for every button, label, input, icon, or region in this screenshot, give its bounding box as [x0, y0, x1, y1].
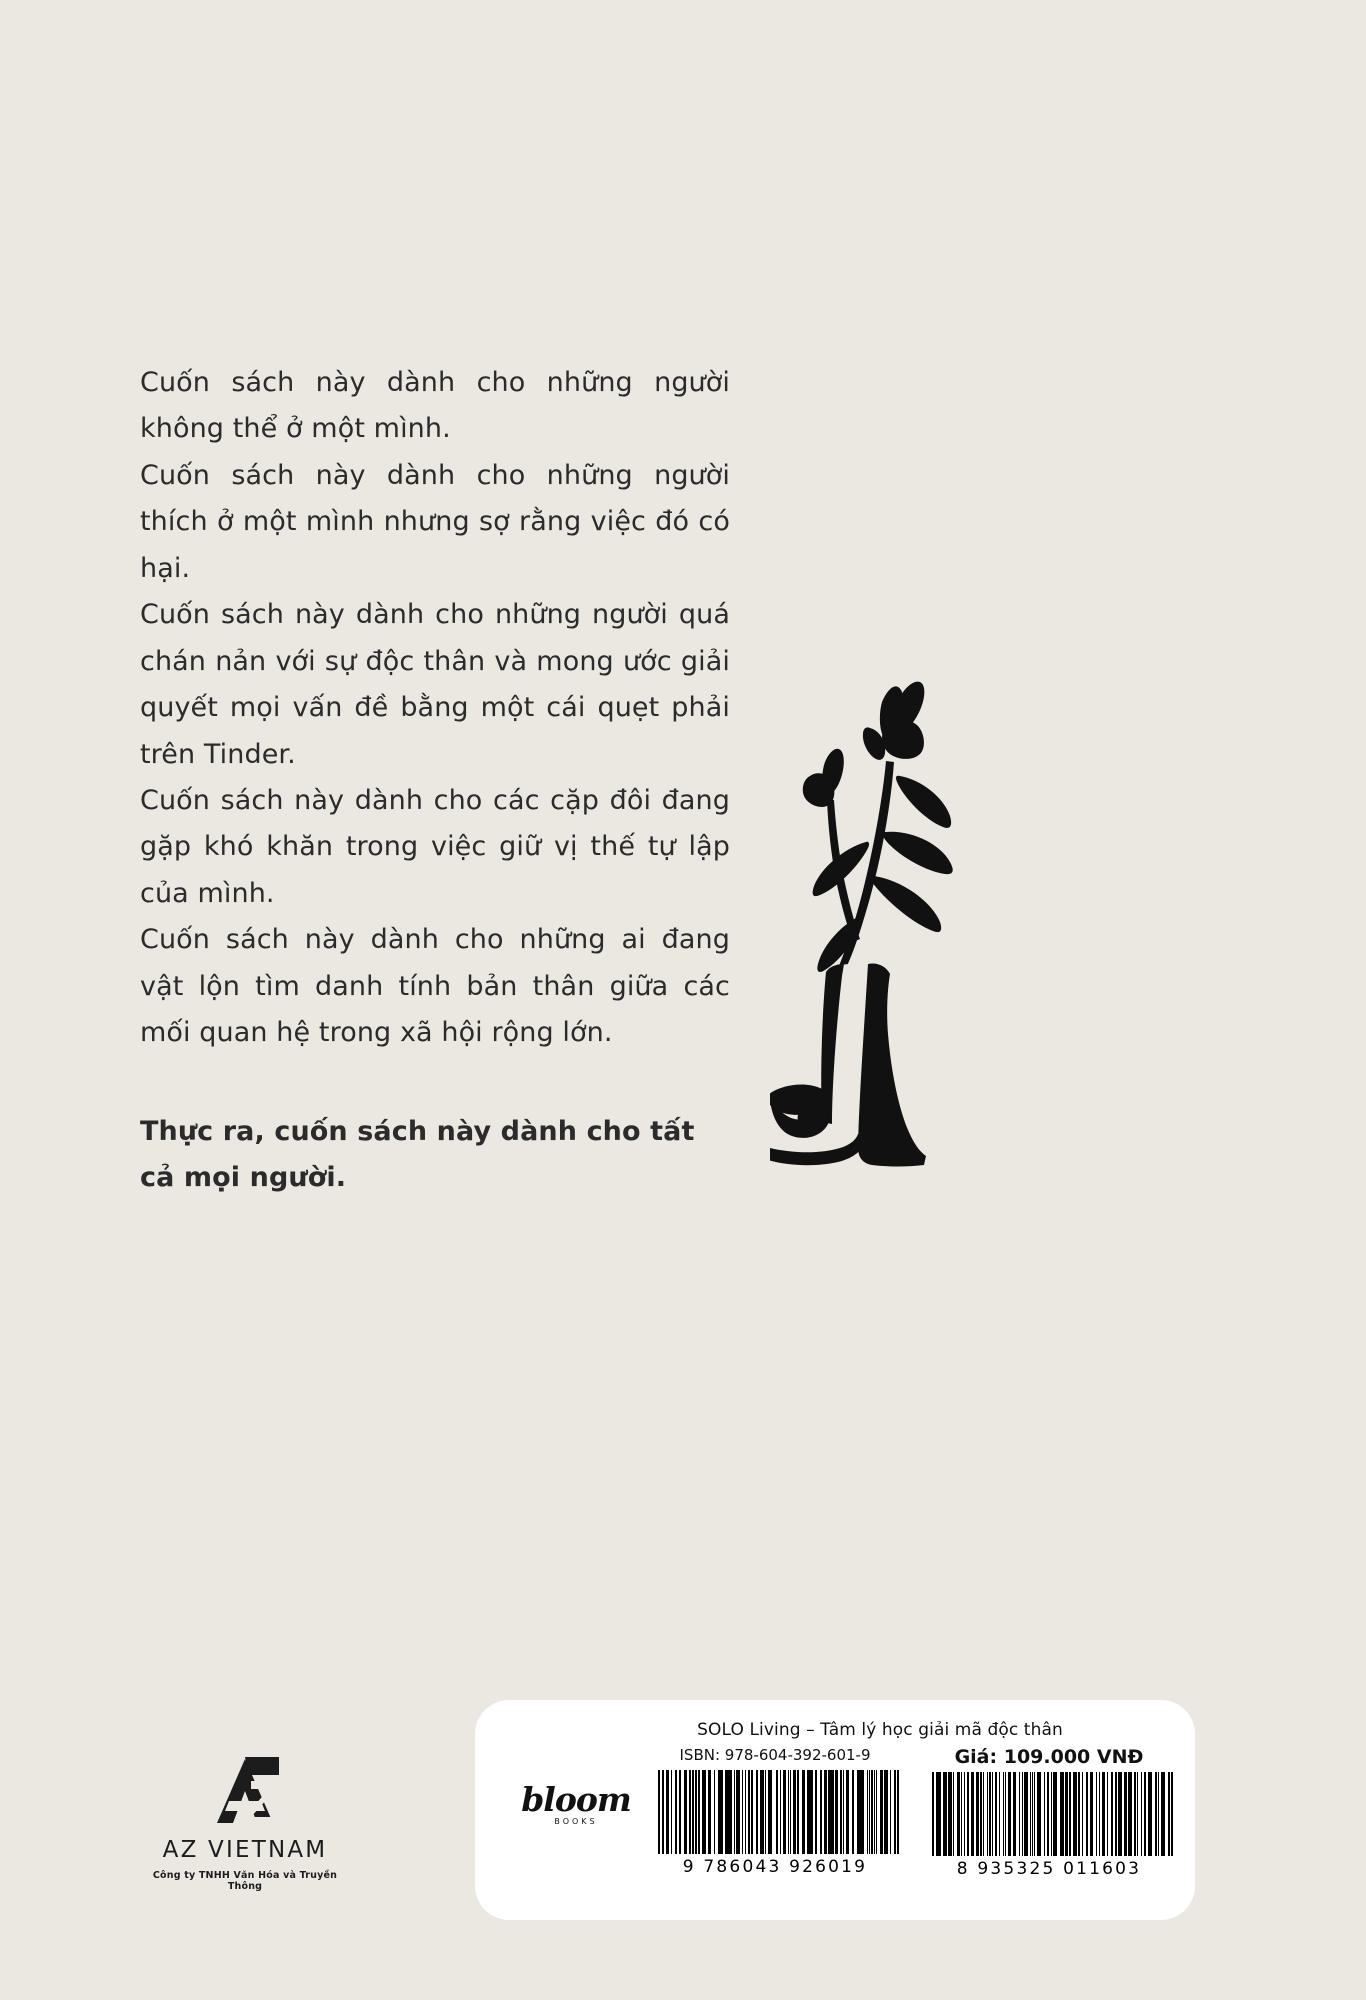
blurb-paragraph: Cuốn sách này dành cho những ai đang vật lộn tìm danh tính bản thân giữa các mối quan hệ trong xã hội rộng lớn.	[140, 924, 730, 1049]
isbn-digits: 9 786043 926019	[682, 1857, 868, 1877]
isbn-barcode	[651, 1770, 899, 1854]
blurb-closing-line: Thực ra, cuốn sách này dành cho tất cả mọi người.	[140, 1115, 695, 1193]
back-cover-blurb	[140, 360, 730, 1201]
blurb-paragraph: Cuốn sách này dành cho những người quá chán nản với sự độc thân và mong ước giải quyết mọi vấn đề bằng một cái quẹt phải trên Tinder.	[140, 599, 730, 770]
az-vietnam-logo-icon	[199, 1755, 291, 1827]
book-title: SOLO Living – Tâm lý học giải mã độc thân	[697, 1720, 1063, 1740]
isbn-label: ISBN: 978-604-392-601-9	[679, 1746, 871, 1764]
barcode-panel	[475, 1700, 1195, 1920]
imprint-logo	[501, 1746, 651, 1826]
publisher-name: AZ VIETNAM	[162, 1837, 328, 1863]
imprint-name: bloom	[521, 1780, 631, 1819]
publisher-block	[150, 1755, 340, 1892]
ink-plant-and-cup-illustration	[770, 680, 1170, 1200]
price-barcode-block	[925, 1746, 1173, 1879]
price-barcode	[925, 1772, 1173, 1856]
blurb-paragraph: Cuốn sách này dành cho các cặp đôi đang gặp khó khăn trong việc giữ vị thế tự lập của mình.	[140, 784, 730, 909]
price-label: Giá: 109.000 VNĐ	[954, 1746, 1144, 1768]
blurb-paragraph: Cuốn sách này dành cho những người thích ở một mình nhưng sợ rằng việc đó có hại.	[140, 459, 730, 584]
imprint-tagline: BOOKS	[554, 1817, 598, 1826]
publisher-subtitle: Công ty TNHH Văn Hóa và Truyền Thông	[152, 1870, 338, 1892]
isbn-barcode-block	[651, 1746, 899, 1879]
blurb-paragraph: Cuốn sách này dành cho những người không thể ở một mình.	[140, 367, 730, 445]
price-barcode-digits: 8 935325 011603	[956, 1859, 1142, 1879]
